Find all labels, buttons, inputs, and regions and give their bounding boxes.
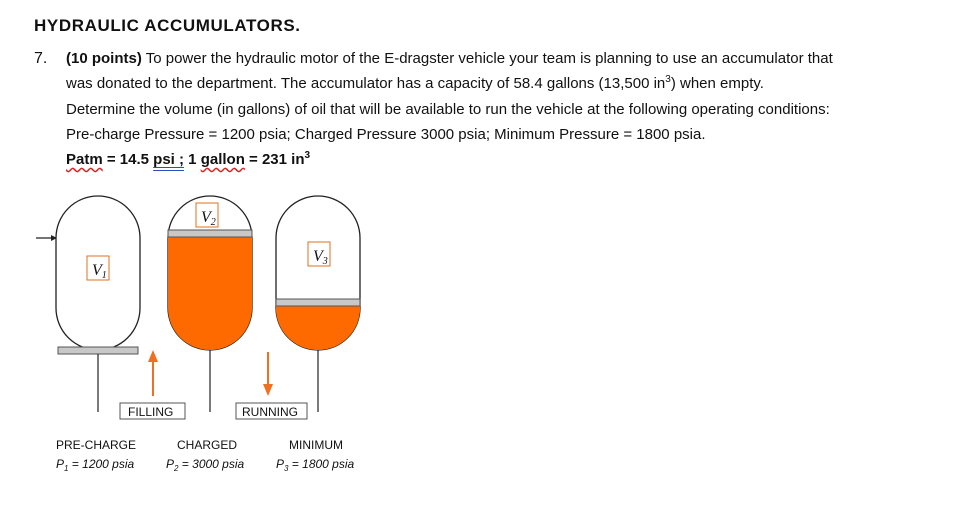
section-heading: HYDRAULIC ACCUMULATORS.	[34, 16, 301, 35]
tank-charged	[168, 196, 252, 412]
tank-minimum	[276, 196, 360, 412]
v3-label: V3	[313, 248, 328, 267]
precharge-pressure: $P_1 = 1200$ psia	[56, 457, 135, 473]
v1-label: V1	[92, 262, 107, 281]
question-text-2a: was donated to the department. The accumulator has a capacity of 58.4 gallons (13,500 in	[66, 75, 666, 92]
gallon-prefix: 1	[184, 151, 201, 168]
superscript: 3	[665, 74, 671, 85]
question-number: 7.	[34, 50, 48, 67]
piston-plate-3	[276, 299, 360, 306]
gallon-text: gallon	[200, 151, 245, 168]
question-line-4: Pre-charge Pressure = 1200 psia; Charged Pressure 3000 psia; Minimum Pressure = 1800 psia.	[66, 126, 706, 143]
question-text-1: To power the hydraulic motor of the E-dragster vehicle your team is planning to use an accumulator that	[141, 50, 833, 67]
charged-title: CHARGED	[177, 438, 238, 452]
oil-fill-2	[168, 237, 252, 350]
minimum-pressure: $P_3 = 1800$ psia	[276, 457, 355, 473]
running-arrow-head	[263, 384, 273, 396]
tank-precharge	[56, 196, 140, 412]
v2-label: V2	[201, 209, 216, 228]
minimum-title: MINIMUM	[289, 438, 343, 452]
filling-label: FILLING	[128, 405, 174, 419]
patm-value: = 14.5	[102, 151, 154, 168]
oil-fill-3	[276, 306, 360, 350]
question-text-2b: ) when empty.	[670, 75, 764, 92]
points-label: (10 points)	[66, 50, 142, 67]
charged-pressure: $P_2 = 3000$ psia	[166, 457, 245, 473]
running-label: RUNNING	[242, 405, 298, 419]
superscript: 3	[304, 150, 311, 161]
question-line-3: Determine the volume (in gallons) of oil that will be available to run the vehicle at the following operating conditions:	[66, 101, 830, 118]
piston-plate-1	[58, 347, 138, 354]
piston-plate-2	[168, 230, 252, 237]
gallon-value: = 231 in	[244, 151, 305, 168]
psi-text: psi ;	[153, 151, 184, 168]
filling-arrow-head	[148, 350, 158, 362]
patm-text: Patm	[66, 151, 103, 168]
precharge-title: PRE-CHARGE	[56, 438, 137, 452]
